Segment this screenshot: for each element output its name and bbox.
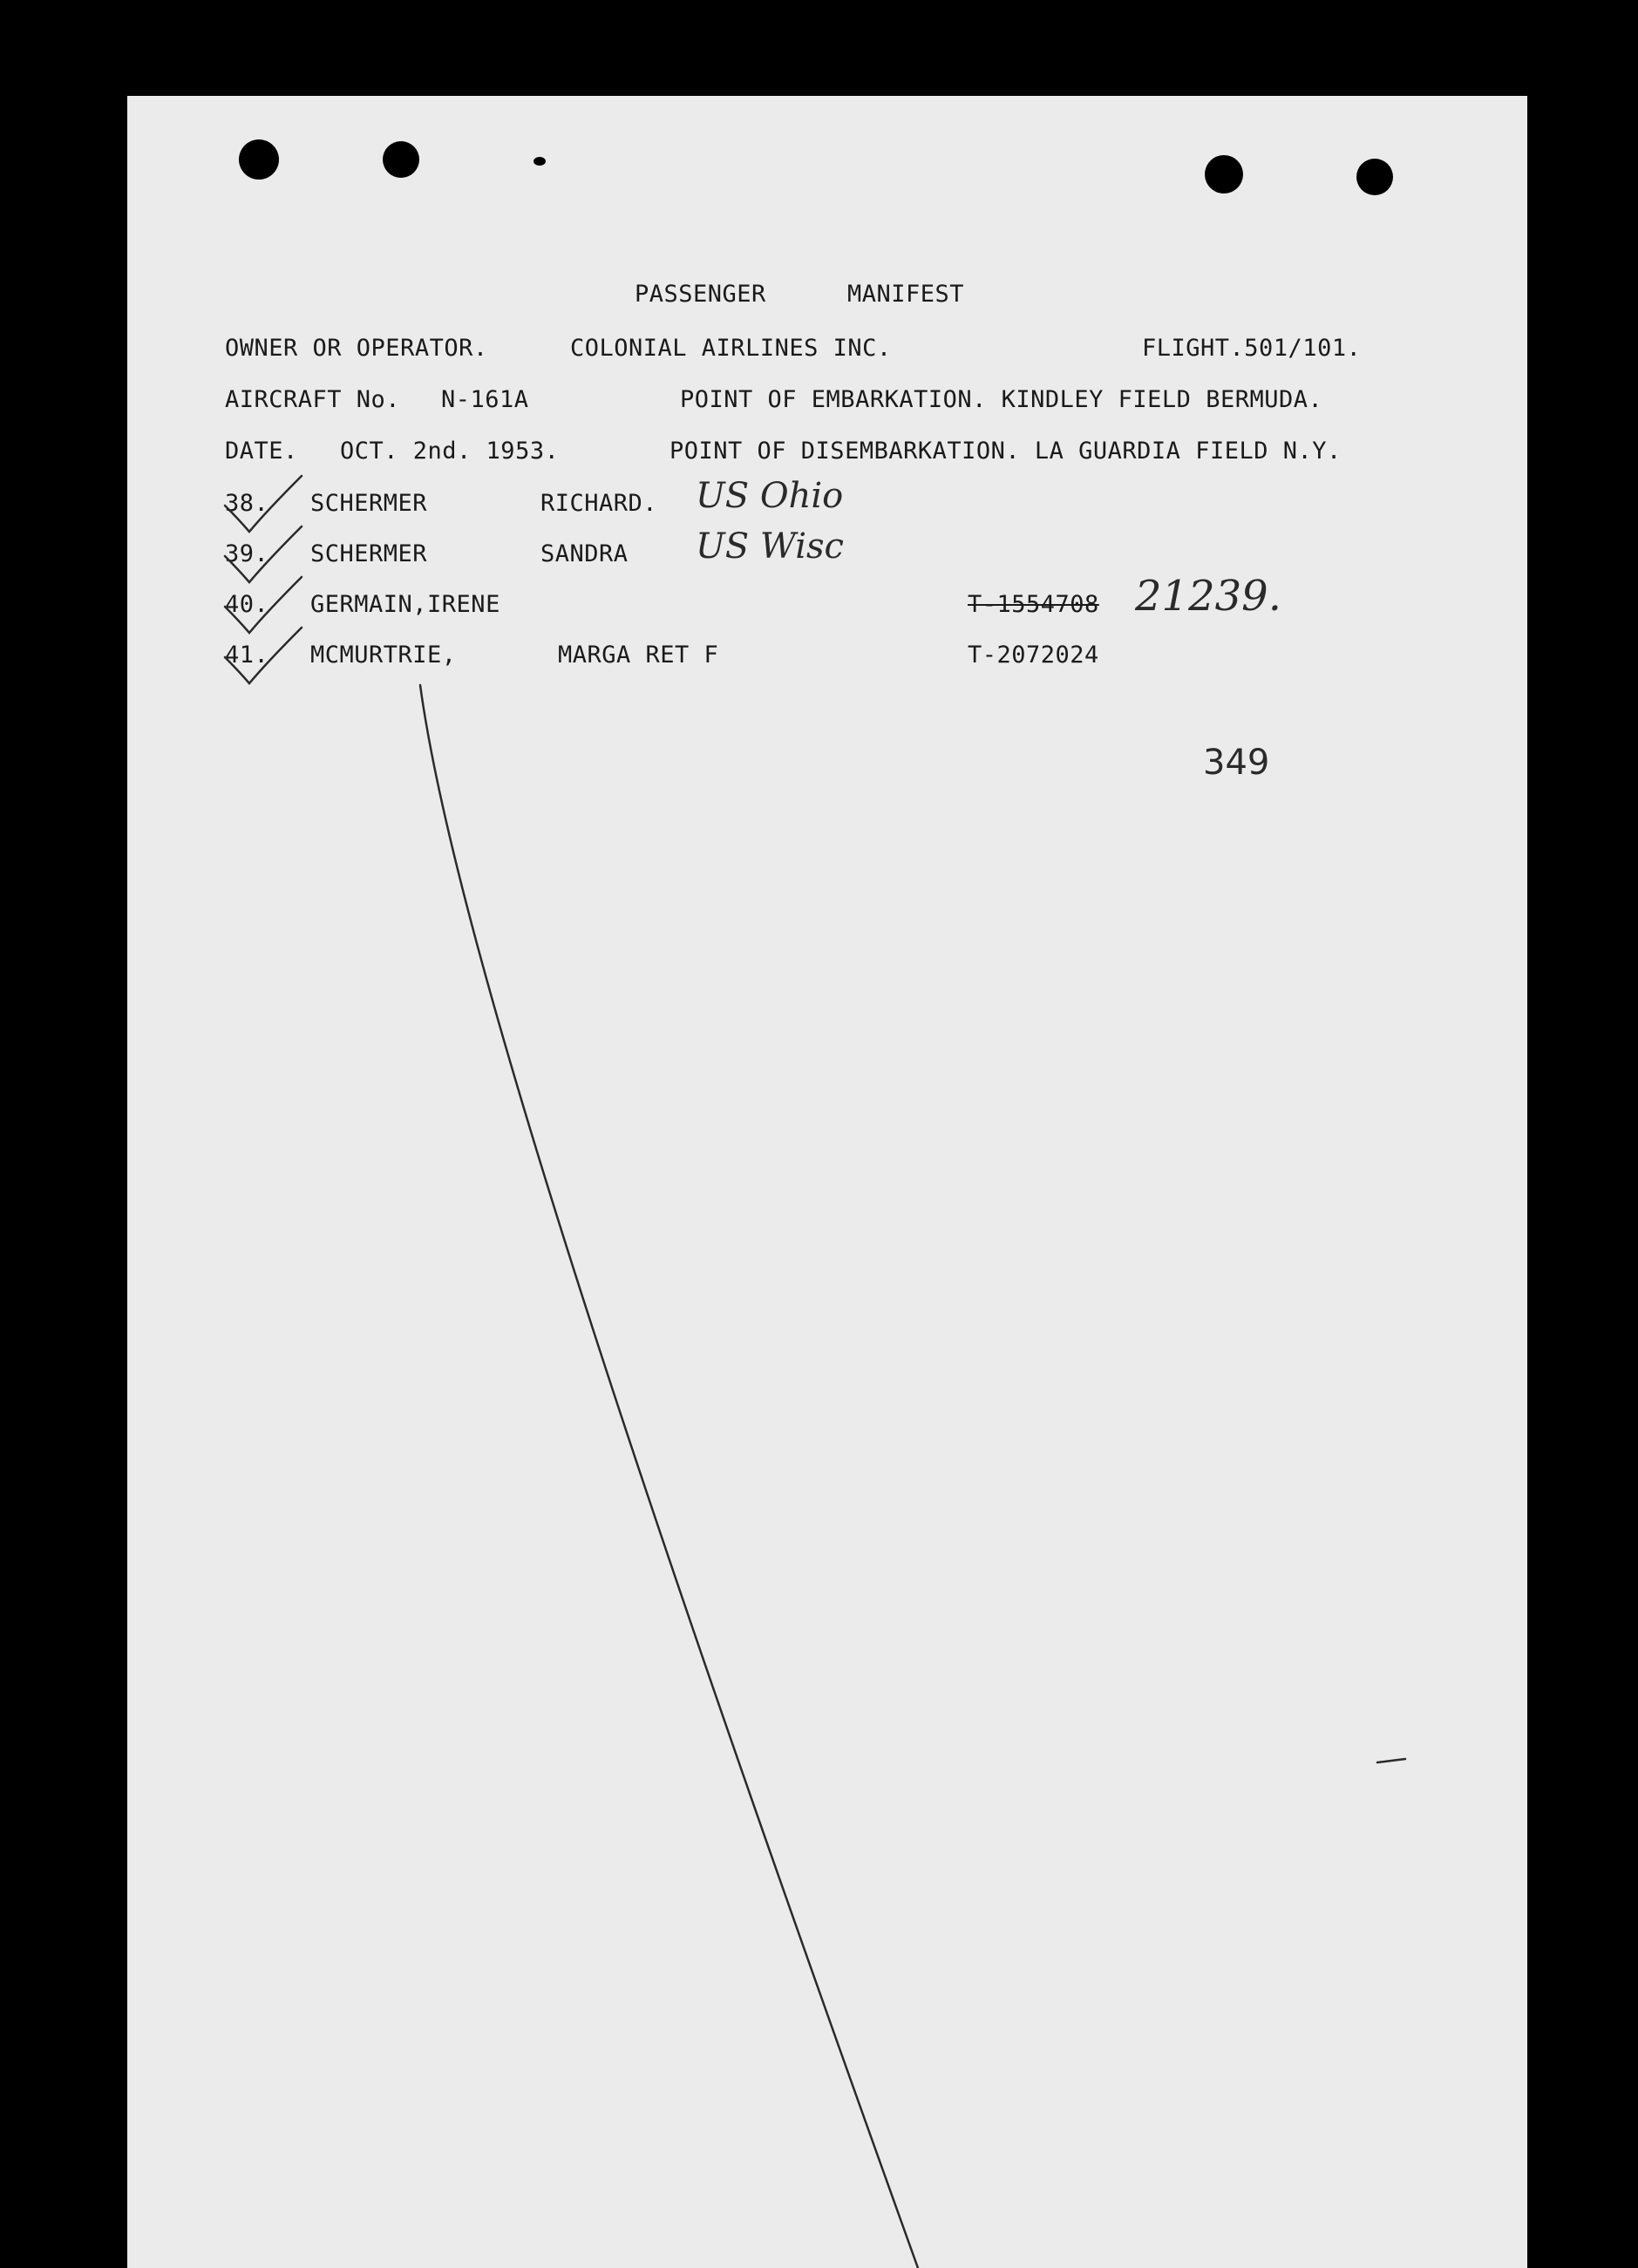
flight-number: FLIGHT.501/101. <box>1142 335 1362 362</box>
disembarkation: POINT OF DISEMBARKATION. LA GUARDIA FIELD N.Y. <box>669 438 1342 465</box>
check-mark <box>225 476 302 532</box>
title-manifest: MANIFEST <box>847 281 965 308</box>
owner-value: COLONIAL AIRLINES INC. <box>570 335 892 362</box>
title-passenger: PASSENGER <box>635 281 766 308</box>
passenger-surname: GERMAIN,IRENE <box>310 591 500 618</box>
embarkation: POINT OF EMBARKATION. KINDLEY FIELD BERMUDA. <box>680 386 1323 413</box>
passenger-given-name: RICHARD. <box>540 490 658 517</box>
passenger-surname: SCHERMER <box>310 540 428 567</box>
aircraft-value: N-161A <box>441 386 529 413</box>
nationality-note: US Wisc <box>696 526 844 567</box>
passenger-given-name: SANDRA <box>540 540 629 567</box>
long-pen-line <box>420 685 938 2268</box>
pen-marks <box>127 96 1527 2268</box>
passenger-number: 41. <box>225 642 269 669</box>
document-number-handwritten: 21239. <box>1135 572 1281 621</box>
passenger-surname: MCMURTRIE, <box>310 642 457 669</box>
manifest-page <box>127 96 1527 2268</box>
check-mark <box>225 628 302 683</box>
passenger-number: 40. <box>225 591 269 618</box>
check-mark <box>225 577 302 633</box>
nationality-note: US Ohio <box>696 476 844 516</box>
passenger-number: 38. <box>225 490 269 517</box>
check-mark <box>225 526 302 582</box>
document-number: T-2072024 <box>968 642 1099 669</box>
document-number-struck: T-1554708 <box>968 591 1099 618</box>
pen-tick <box>1377 1759 1405 1762</box>
date-value: OCT. 2nd. 1953. <box>340 438 560 465</box>
passenger-given-name: MARGA RET F <box>558 642 719 669</box>
passenger-number: 39. <box>225 540 269 567</box>
page-number: 349 <box>1203 743 1270 783</box>
passenger-surname: SCHERMER <box>310 490 428 517</box>
aircraft-label: AIRCRAFT No. <box>225 386 401 413</box>
owner-label: OWNER OR OPERATOR. <box>225 335 488 362</box>
date-label: DATE. <box>225 438 298 465</box>
